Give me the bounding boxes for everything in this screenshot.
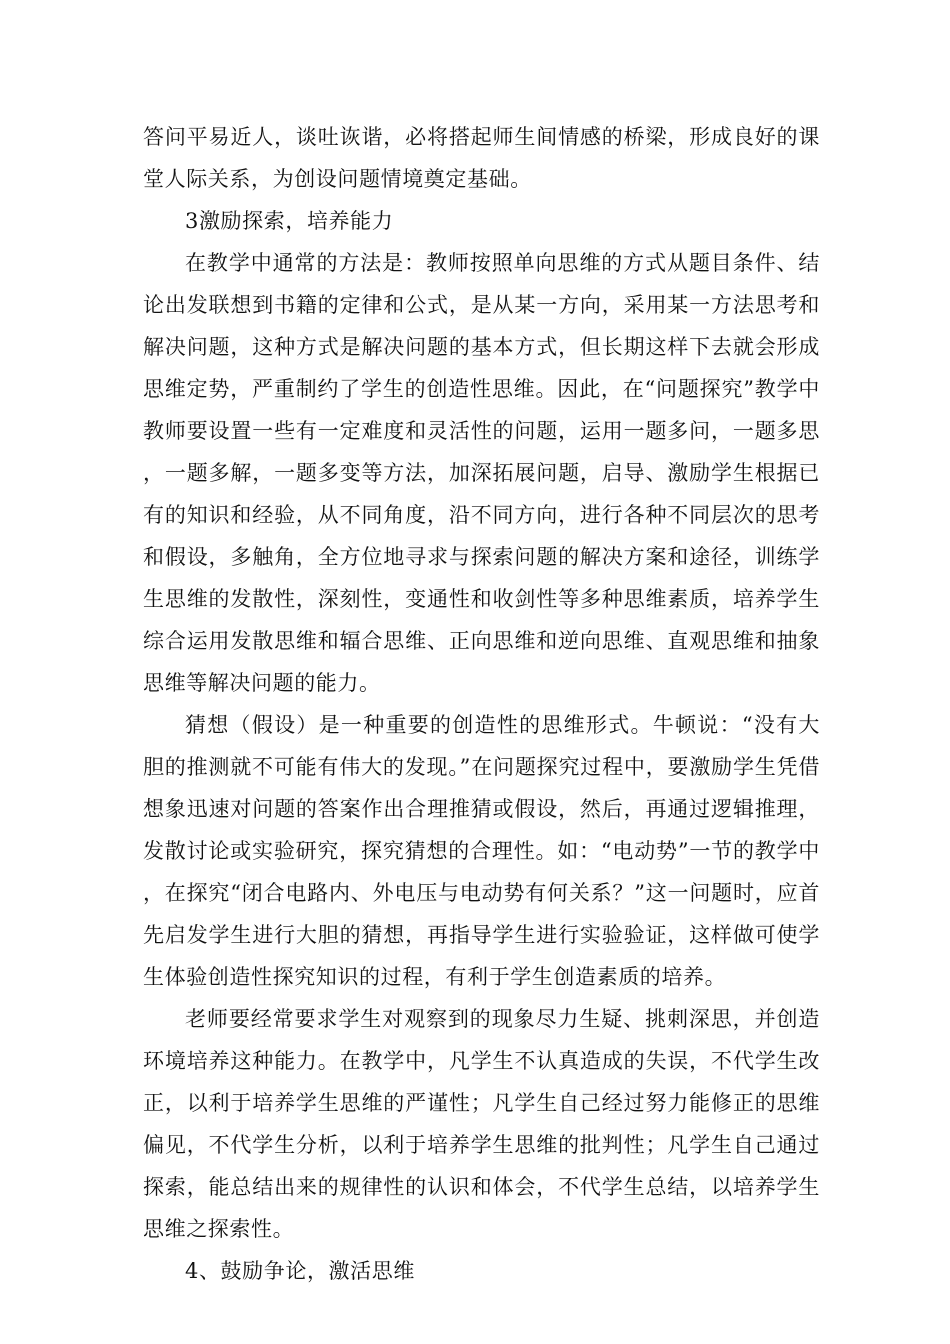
paragraph-conjecture: 猜想（假设）是一种重要的创造性的思维形式。牛顿说：“没有大胆的推测就不可能有伟大的发现。”在问题探究过程中，要激励学生凭借想象迅速对问题的答案作出合理推猜或假设，然后，再通过逻辑推理，发散讨论或实验研究，探究猜想的合理性。如：“电动势”一节的教学中，在探究“闭合电路内、外电压与电动势有何关系？”这一问题时，应首先启发学生进行大胆的猜想，再指导学生进行实验验证，这样做可使学生体验创造性探究知识的过程，有利于学生创造素质的培养。	[143, 713, 820, 989]
page-body	[143, 116, 820, 1292]
paragraph-teacher-requirement: 老师要经常要求学生对观察到的现象尽力生疑、挑刺深思，并创造环境培养这种能力。在教学中，凡学生不认真造成的失误，不代学生改正，以利于培养学生思维的严谨性；凡学生自己经过努力能修正的思维偏见，不代学生分析，以利于培养学生思维的批判性；凡学生自己通过探索，能总结出来的规律性的认识和体会，不代学生总结，以培养学生思维之探索性。	[143, 1007, 820, 1241]
section-heading-4: 4、鼓励争论，激活思维	[185, 1259, 415, 1283]
paragraph-continuation: 答问平易近人，谈吐诙谐，必将搭起师生间情感的桥梁，形成良好的课堂人际关系，为创设问题情境奠定基础。	[143, 125, 820, 191]
paragraph-teaching-method: 在教学中通常的方法是：教师按照单向思维的方式从题目条件、结论出发联想到书籍的定律和公式，是从某一方向，采用某一方法思考和解决问题，这种方式是解决问题的基本方式，但长期这样下去就会形成思维定势，严重制约了学生的创造性思维。因此，在“问题探究”教学中教师要设置一些有一定难度和灵活性的问题，运用一题多问，一题多思，一题多解，一题多变等方法，加深拓展问题，启导、激励学生根据已有的知识和经验，从不同角度，沿不同方向，进行各种不同层次的思考和假设，多触角，全方位地寻求与探索问题的解决方案和途径，训练学生思维的发散性，深刻性，变通性和收剑性等多种思维素质，培养学生综合运用发散思维和辐合思维、正向思维和逆向思维、直观思维和抽象思维等解决问题的能力。	[143, 251, 820, 695]
section-heading-3: 3激励探索，培养能力	[185, 209, 394, 233]
